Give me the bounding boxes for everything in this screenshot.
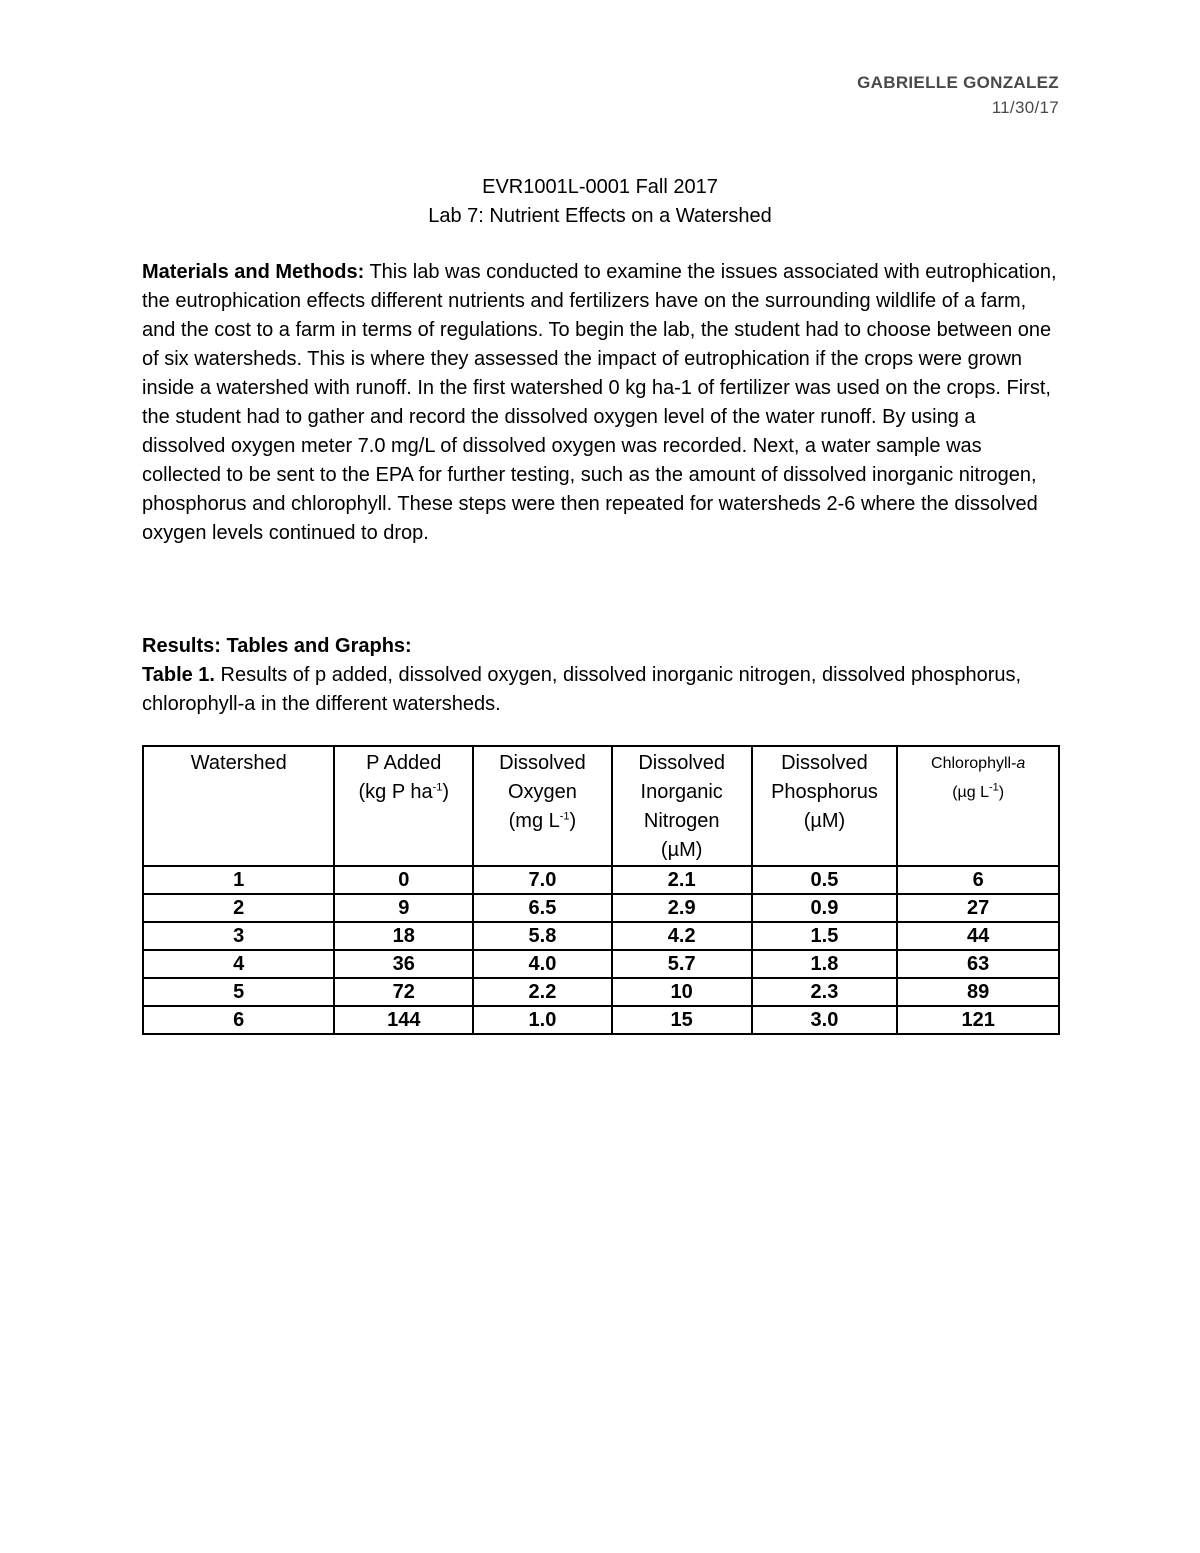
- cell-watershed: 6: [143, 1006, 334, 1034]
- cell-p-added: 72: [334, 978, 473, 1006]
- header-dissolved-oxygen: Dissolved Oxygen (mg $L^{-1}$): [473, 746, 612, 866]
- table-row: [143, 950, 1059, 978]
- cell-chlorophyll: 63: [897, 950, 1059, 978]
- cell-chlorophyll: 121: [897, 1006, 1059, 1034]
- results-heading: Results: Tables and Graphs:: [142, 635, 412, 657]
- cell-dissolved-phosphorus: 3.0: [752, 1006, 898, 1034]
- cell-watershed: 2: [143, 894, 334, 922]
- table-caption: [142, 661, 1060, 719]
- cell-p-added: 0: [334, 866, 473, 894]
- cell-dissolved-phosphorus: 1.5: [752, 922, 898, 950]
- cell-dissolved-oxygen: 7.0: [473, 866, 612, 894]
- report-date: 11/30/17: [991, 98, 1059, 117]
- table-row: [143, 894, 1059, 922]
- table-row: [143, 978, 1059, 1006]
- author-name: GABRIELLE GONZALEZ: [857, 73, 1059, 92]
- table-row: [143, 866, 1059, 894]
- results-section: [142, 632, 1060, 719]
- cell-dissolved-oxygen: 6.5: [473, 894, 612, 922]
- cell-dissolved-oxygen: 1.0: [473, 1006, 612, 1034]
- table-header-row: [143, 746, 1059, 866]
- cell-dissolved-inorganic-nitrogen: 15: [612, 1006, 752, 1034]
- cell-chlorophyll: 6: [897, 866, 1059, 894]
- cell-dissolved-oxygen: 2.2: [473, 978, 612, 1006]
- cell-dissolved-inorganic-nitrogen: 5.7: [612, 950, 752, 978]
- table-label: Table 1.: [142, 664, 215, 686]
- cell-dissolved-inorganic-nitrogen: 2.9: [612, 894, 752, 922]
- cell-p-added: 9: [334, 894, 473, 922]
- methods-heading: Materials and Methods:: [142, 261, 365, 283]
- cell-dissolved-phosphorus: 0.9: [752, 894, 898, 922]
- cell-dissolved-oxygen: 5.8: [473, 922, 612, 950]
- cell-watershed: 4: [143, 950, 334, 978]
- cell-p-added: 144: [334, 1006, 473, 1034]
- cell-p-added: 36: [334, 950, 473, 978]
- methods-paragraph: [142, 258, 1060, 548]
- cell-watershed: 1: [143, 866, 334, 894]
- cell-chlorophyll: 27: [897, 894, 1059, 922]
- cell-dissolved-phosphorus: 0.5: [752, 866, 898, 894]
- methods-section: [142, 258, 1060, 548]
- cell-dissolved-oxygen: 4.0: [473, 950, 612, 978]
- header-watershed: Watershed: [143, 746, 334, 866]
- lab-title: Lab 7: Nutrient Effects on a Watershed: [428, 205, 772, 227]
- cell-watershed: 3: [143, 922, 334, 950]
- table-caption-text: Results of p added, dissolved oxygen, dissolved inorganic nitrogen, dissolved phosphorus, chlorophyll-a in the different watersheds.: [142, 664, 1022, 715]
- document-title: [0, 173, 1200, 231]
- header-chlorophyll: Chlorophyll-a (µg $L^{-1}$): [897, 746, 1059, 866]
- cell-p-added: 18: [334, 922, 473, 950]
- header-p-added: P Added (kg P $ha^{-1}$): [334, 746, 473, 866]
- table-row: [143, 922, 1059, 950]
- header-dissolved-phosphorus: Dissolved Phosphorus (µM): [752, 746, 898, 866]
- cell-watershed: 5: [143, 978, 334, 1006]
- course-title: EVR1001L-0001 Fall 2017: [482, 176, 718, 198]
- cell-chlorophyll: 89: [897, 978, 1059, 1006]
- cell-chlorophyll: 44: [897, 922, 1059, 950]
- cell-dissolved-inorganic-nitrogen: 2.1: [612, 866, 752, 894]
- methods-text: This lab was conducted to examine the issues associated with eutrophication, the eutrophication effects different nutrients and fertilizers have on the surrounding wildlife of a farm, and the cost to a farm in terms of regulations. To begin the lab, the student had to choose between one of six watersheds. This is where they assessed the impact of eutrophication if the crops were grown inside a watershed with runoff. In the first watershed 0 kg ha-1 of fertilizer was used on the crops. First, the student had to gather and record the dissolved oxygen level of the water runoff. By using a dissolved oxygen meter 7.0 mg/L of dissolved oxygen was recorded. Next, a water sample was collected to be sent to the EPA for further testing, such as the amount of dissolved inorganic nitrogen, phosphorus and chlorophyll. These steps were then repeated for watersheds 2-6 where the dissolved oxygen levels continued to drop.: [142, 261, 1057, 544]
- cell-dissolved-phosphorus: 1.8: [752, 950, 898, 978]
- results-table: [142, 745, 1060, 1035]
- cell-dissolved-inorganic-nitrogen: 4.2: [612, 922, 752, 950]
- header-dissolved-inorganic-nitrogen: Dissolved Inorganic Nitrogen (µM): [612, 746, 752, 866]
- cell-dissolved-phosphorus: 2.3: [752, 978, 898, 1006]
- page-header: [857, 70, 1059, 120]
- cell-dissolved-inorganic-nitrogen: 10: [612, 978, 752, 1006]
- table-row: [143, 1006, 1059, 1034]
